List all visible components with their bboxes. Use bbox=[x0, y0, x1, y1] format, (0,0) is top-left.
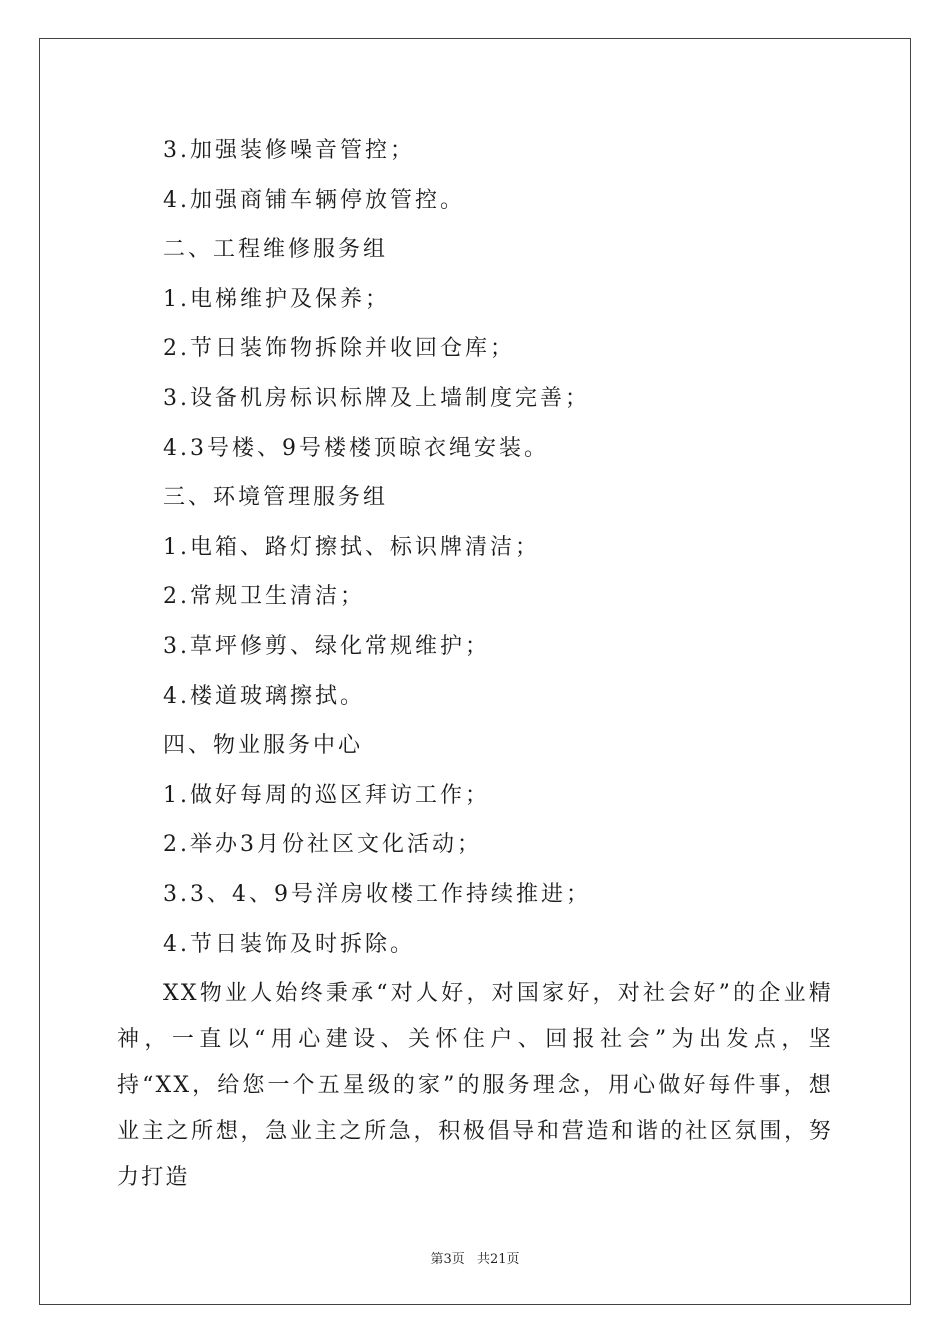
list-item: 2.举办3月份社区文化活动； bbox=[163, 832, 482, 858]
list-item: 3.设备机房标识标牌及上墙制度完善； bbox=[163, 385, 590, 411]
list-item: 1.电梯维护及保养； bbox=[163, 286, 390, 312]
list-item: 2.常规卫生清洁； bbox=[163, 584, 365, 610]
list-item: 4.楼道玻璃擦拭。 bbox=[163, 683, 365, 709]
list-item: 4.节日装饰及时拆除。 bbox=[163, 931, 415, 957]
page-total: 共21页 bbox=[476, 1252, 520, 1267]
page-number: 第3页 bbox=[430, 1252, 465, 1267]
list-item: 3.加强装修噪音管控； bbox=[163, 138, 415, 163]
list-item: 1.电箱、路灯擦拭、标识牌清洁； bbox=[163, 534, 540, 560]
list-item: 3.3、4、9号洋房收楼工作持续推进； bbox=[163, 881, 591, 907]
list-item: 4.3号楼、9号楼楼顶晾衣绳安装。 bbox=[163, 435, 549, 461]
page-footer bbox=[0, 1248, 950, 1267]
list-item: 1.做好每周的巡区拜访工作； bbox=[163, 782, 490, 808]
list-item: 4.加强商铺车辆停放管控。 bbox=[163, 187, 465, 213]
document-body bbox=[117, 126, 833, 1201]
list-item: 3.草坪修剪、绿化常规维护； bbox=[163, 633, 490, 659]
section-heading: 二、工程维修服务组 bbox=[163, 237, 389, 263]
section-heading: 四、物业服务中心 bbox=[163, 733, 364, 759]
list-item: 2.节日装饰物拆除并收回仓库； bbox=[163, 336, 515, 362]
body-paragraph: XX物业人始终秉承“对人好，对国家好，对社会好”的企业精神，一直以“用心建设、关怀住户、回报社会”为出发点，坚持“XX，给您一个五星级的家”的服务理念，用心做好每件事，想业主之所想，急业主之所急，积极倡导和营造和谐的社区氛围，努力打造 bbox=[117, 981, 833, 1191]
section-heading: 三、环境管理服务组 bbox=[163, 485, 389, 511]
